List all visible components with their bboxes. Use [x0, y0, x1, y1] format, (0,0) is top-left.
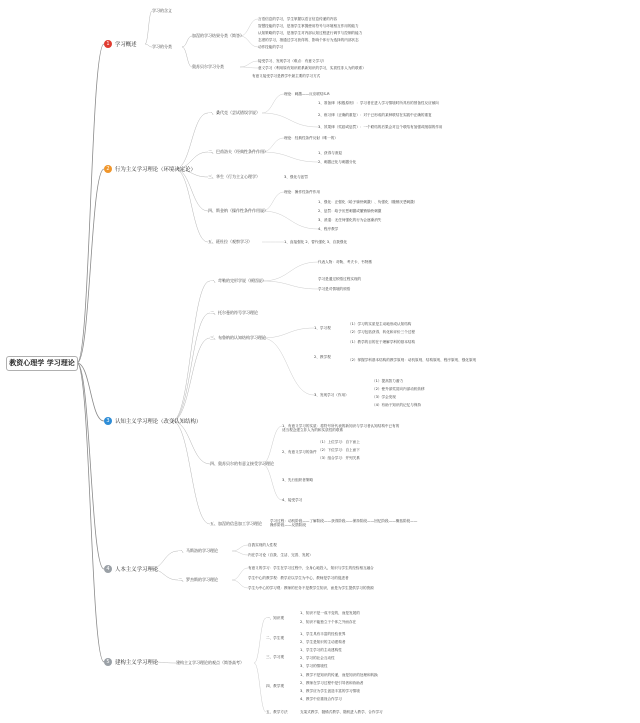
detail-text: 1、直接强化 2、替代强化 3、自我强化 [284, 240, 348, 244]
branch-number-badge: 3 [104, 417, 112, 425]
connector-line [232, 580, 248, 588]
detail-text: （2）下位学习：自上而下 [318, 448, 360, 452]
detail-text: 有意义接受学习是教学中最主要的学习方式 [252, 74, 321, 78]
detail-text: 2、学习的社会互动性 [300, 656, 335, 660]
connector-line [254, 663, 266, 712]
root-node[interactable]: 教资心理学 学习理论 [6, 356, 78, 371]
detail-text: 智慧技能的学习，是指学生掌握使用符号与环境相互作用的能力 [258, 24, 359, 28]
connector-line [240, 61, 258, 67]
detail-text: 1、准备律（积极原则）：学习者在进入学习情境时所具有的预备性反应倾向 [318, 101, 439, 105]
sub-node[interactable]: 一、苛勒的完形学说（顿悟说） [210, 278, 266, 283]
sub-node[interactable]: 二、罗杰斯的学习理论 [178, 577, 218, 582]
detail-text: 学生为中心的学习观：教师的任务不是教学生知识，而是为学生提供学习的资源 [248, 586, 374, 590]
sub-node[interactable]: 一、马斯洛的学习理论 [178, 548, 218, 553]
connector-line [232, 568, 248, 580]
connector-line [262, 426, 282, 464]
detail-text: （1）提高智力潜力 [372, 379, 404, 383]
branch-humanism[interactable] [104, 565, 158, 573]
detail-text: 理论：刺激——反应联结S-R [284, 92, 330, 96]
connector-line [172, 421, 210, 524]
sub-node[interactable]: 五、加涅的信息加工学习理论 [210, 521, 262, 526]
sub-node[interactable]: 学习的分类 [152, 44, 172, 49]
connector-line [172, 281, 210, 421]
connector-line [262, 281, 318, 289]
connector-line [175, 169, 208, 242]
detail-text: 四、教学观 [266, 684, 284, 688]
sub-node[interactable]: 奥苏贝尔学习分类 [192, 64, 224, 69]
detail-text: （3）学会发现 [372, 395, 396, 399]
detail-text: 3、教学应为学生创造丰富的学习情境 [300, 689, 360, 693]
connector-line [77, 363, 104, 569]
detail-text: 1、学习观 [314, 326, 331, 330]
detail-text: 理论：操作性条件作用 [284, 190, 320, 194]
detail-text: 接受学习、发现学习（难点：有意义学习） [258, 59, 327, 63]
sub-node[interactable]: 五、班杜拉（观察学习） [208, 239, 252, 244]
detail-text: （4）有助于知识的记忆与保持 [372, 403, 422, 407]
branch-label: 学习概述 [115, 42, 137, 48]
detail-text: 支架式教学、抛锚式教学、随机进入教学、合作学习 [300, 710, 383, 714]
detail-text: 自我实现的人性观 [248, 543, 277, 547]
branch-number-badge: 1 [104, 40, 112, 48]
connector-line [262, 152, 318, 162]
branch-label: 建构主义学习理论 [115, 660, 159, 666]
sub-node[interactable]: 一、桑代克（尝试错误学说） [208, 110, 260, 115]
detail-text: 2、教师在学习过程中是引导者和协助者 [300, 681, 364, 685]
detail-text: 2、刺激泛化与刺激分化 [318, 160, 357, 164]
connector-line [240, 67, 258, 68]
detail-text: （2）使外部奖赏向内部动机转移 [372, 387, 425, 391]
sub-node[interactable]: 学习的含义 [152, 8, 172, 13]
sub-node[interactable]: 三、华生（行为主义心理学） [208, 174, 260, 179]
connector-line [262, 113, 318, 127]
detail-text: 4、教学中应重视合作学习 [300, 697, 342, 701]
sub-node[interactable]: 建构主义学习理论的观点（简答高考） [176, 660, 244, 665]
sub-node[interactable]: 三、布鲁纳的认知结构学习理论 [210, 335, 266, 340]
connector-line [77, 363, 104, 421]
sub-node[interactable]: 二、托尔曼的符号学习理论 [210, 310, 258, 315]
detail-text: 意义学习（利用原有知识联系新知识的学习，实质性非人为的联系） [258, 66, 366, 70]
connector-line [262, 211, 318, 229]
connector-line [182, 36, 192, 47]
connector-line [77, 363, 104, 662]
connector-line [145, 11, 152, 44]
branch-number-badge: 2 [104, 165, 112, 173]
sub-node[interactable]: 二、巴甫洛夫（经典性条件作用） [208, 149, 268, 154]
connector-line [262, 464, 282, 500]
detail-text: 有意义的学习：学生在学习过程中，全身心地投入，知识与学生的经验相互融合 [248, 566, 374, 570]
connector-line [262, 262, 318, 281]
detail-text: （2）学习包括获得、转化和评价三个过程 [348, 330, 415, 334]
detail-text: 2、教学观 [314, 355, 331, 359]
detail-text: 2、知识不能独立于个体之外而存在 [300, 620, 357, 624]
detail-text: 1、获得与消退 [318, 151, 342, 155]
detail-text: 三、学习观 [266, 655, 284, 659]
detail-text: 1、学生具有丰富的经验世界 [300, 632, 346, 636]
branch-behaviorism[interactable] [104, 165, 196, 173]
sub-node[interactable]: 四、奥苏贝尔的有意义接受学习理论 [210, 461, 274, 466]
branch-cognitivism[interactable] [104, 417, 201, 425]
detail-text: 1、学生学习的主动建构性 [300, 648, 342, 652]
connector-line [172, 421, 210, 464]
sub-node[interactable]: 加涅的学习结果分类（简答） [192, 33, 244, 38]
branch-number-badge: 4 [104, 565, 112, 573]
branch-learning-overview[interactable] [104, 40, 137, 48]
detail-text: 1、强化：正强化（给予愉快刺激）、负强化（撤销厌恶刺激） [318, 200, 418, 204]
detail-text: 内在学习论（自我、生活、完善、发展） [248, 553, 313, 557]
connector-line [145, 44, 152, 47]
detail-text: 3、强化与惩罚 [284, 175, 308, 179]
detail-text: 3、消退：无任何强化的行为会逐渐消失 [318, 218, 382, 222]
connector-line [262, 328, 314, 338]
detail-text: （2）掌握学科基本结构的教学原则：动机原则、结构原则、程序原则、强化原则 [348, 358, 477, 362]
branch-constructivism[interactable] [104, 658, 158, 666]
detail-text: （1）教学的目的在于理解学科的基本结构 [348, 340, 415, 344]
detail-text: 动作技能的学习 [258, 45, 284, 49]
detail-text: 学习是通过顿悟过程实现的 [318, 277, 362, 281]
branch-label: 行为主义学习理论（环境决定论） [115, 167, 196, 173]
connector-line [254, 618, 266, 663]
detail-text: 2、学生是知识的主动建构者 [300, 640, 346, 644]
connector-line [172, 313, 210, 421]
detail-text: 4、接受学习 [282, 498, 303, 502]
detail-text: 言语信息的学习，学生掌握以语言信息传递的内容 [258, 17, 338, 21]
branch-label: 认知主义学习理论（改变认知结构） [115, 419, 202, 425]
detail-text: 二、学生观 [266, 636, 284, 640]
connector-line [77, 44, 104, 363]
connector-line [232, 551, 248, 555]
detail-text: 代表人物：苛勒、考夫卡、韦特墨 [318, 260, 372, 264]
detail-text: （3）组合学习：并列关系 [318, 456, 360, 460]
detail-text: 1、有意义学习的实质：将符号所代表的新知识与学习者认知结构中已有的适当观念建立非人为的和实质性的联系 [282, 424, 400, 433]
detail-text: 一、知识观 [266, 616, 284, 620]
branch-number-badge: 5 [104, 658, 112, 666]
branch-label: 人本主义学习理论 [115, 567, 159, 573]
detail-text: 态度的学习，指通过学习获得的、影响个体行为选择的内部状态 [258, 38, 359, 42]
detail-text: 3、发现学习（作用） [314, 393, 349, 397]
detail-text: 理论：经典性条件反射（唯一的） [284, 136, 338, 140]
detail-text: （1）上位学习：自下而上 [318, 440, 360, 444]
detail-text: 五、教学方法 [266, 710, 288, 714]
sub-node[interactable]: 四、斯金纳（操作性条件作用说） [208, 208, 268, 213]
detail-text: 学生中心的教学观：教学应以学生为中心，教师是学习的促进者 [248, 576, 349, 580]
detail-text: 3、先行组织者策略 [282, 478, 314, 482]
detail-text: 1、知识不是一成不变的，而是发展的 [300, 611, 360, 615]
detail-text: 学习是对情境的顿悟 [318, 287, 351, 291]
detail-text: 2、练习律（正确的重复）：对于已形成的某种联结在实践中正确的重复 [318, 113, 432, 117]
detail-text: 认知策略的学习，是指学生对内部认知过程进行调节与控制的能力 [258, 31, 363, 35]
connector-line [182, 47, 192, 67]
detail-text: 3、效果律（奖励或惩罚）：一个联结的后果会对这个联结有加强或削弱的作用 [318, 125, 443, 129]
connector-line [262, 338, 314, 395]
detail-text: （1）学习的实质是主动地形成认知结构 [348, 322, 412, 326]
detail-text: 3、学习的情境性 [300, 664, 328, 668]
connector-line [262, 94, 284, 113]
detail-text: 2、有意义学习的条件 [282, 450, 317, 454]
detail-text: 2、惩罚：给予厌恶刺激或撤销愉快刺激 [318, 209, 382, 213]
detail-text: 4、程序教学 [318, 227, 339, 231]
detail-text: 1、教学不是知识的传递，而是知识的处理和转换 [300, 673, 378, 677]
connector-line [232, 545, 248, 551]
detail-text: 学习过程：动机阶段——了解阶段——获得阶段——保持阶段——回忆阶段——概括阶段——操作阶段——反馈阶段 [270, 519, 418, 528]
